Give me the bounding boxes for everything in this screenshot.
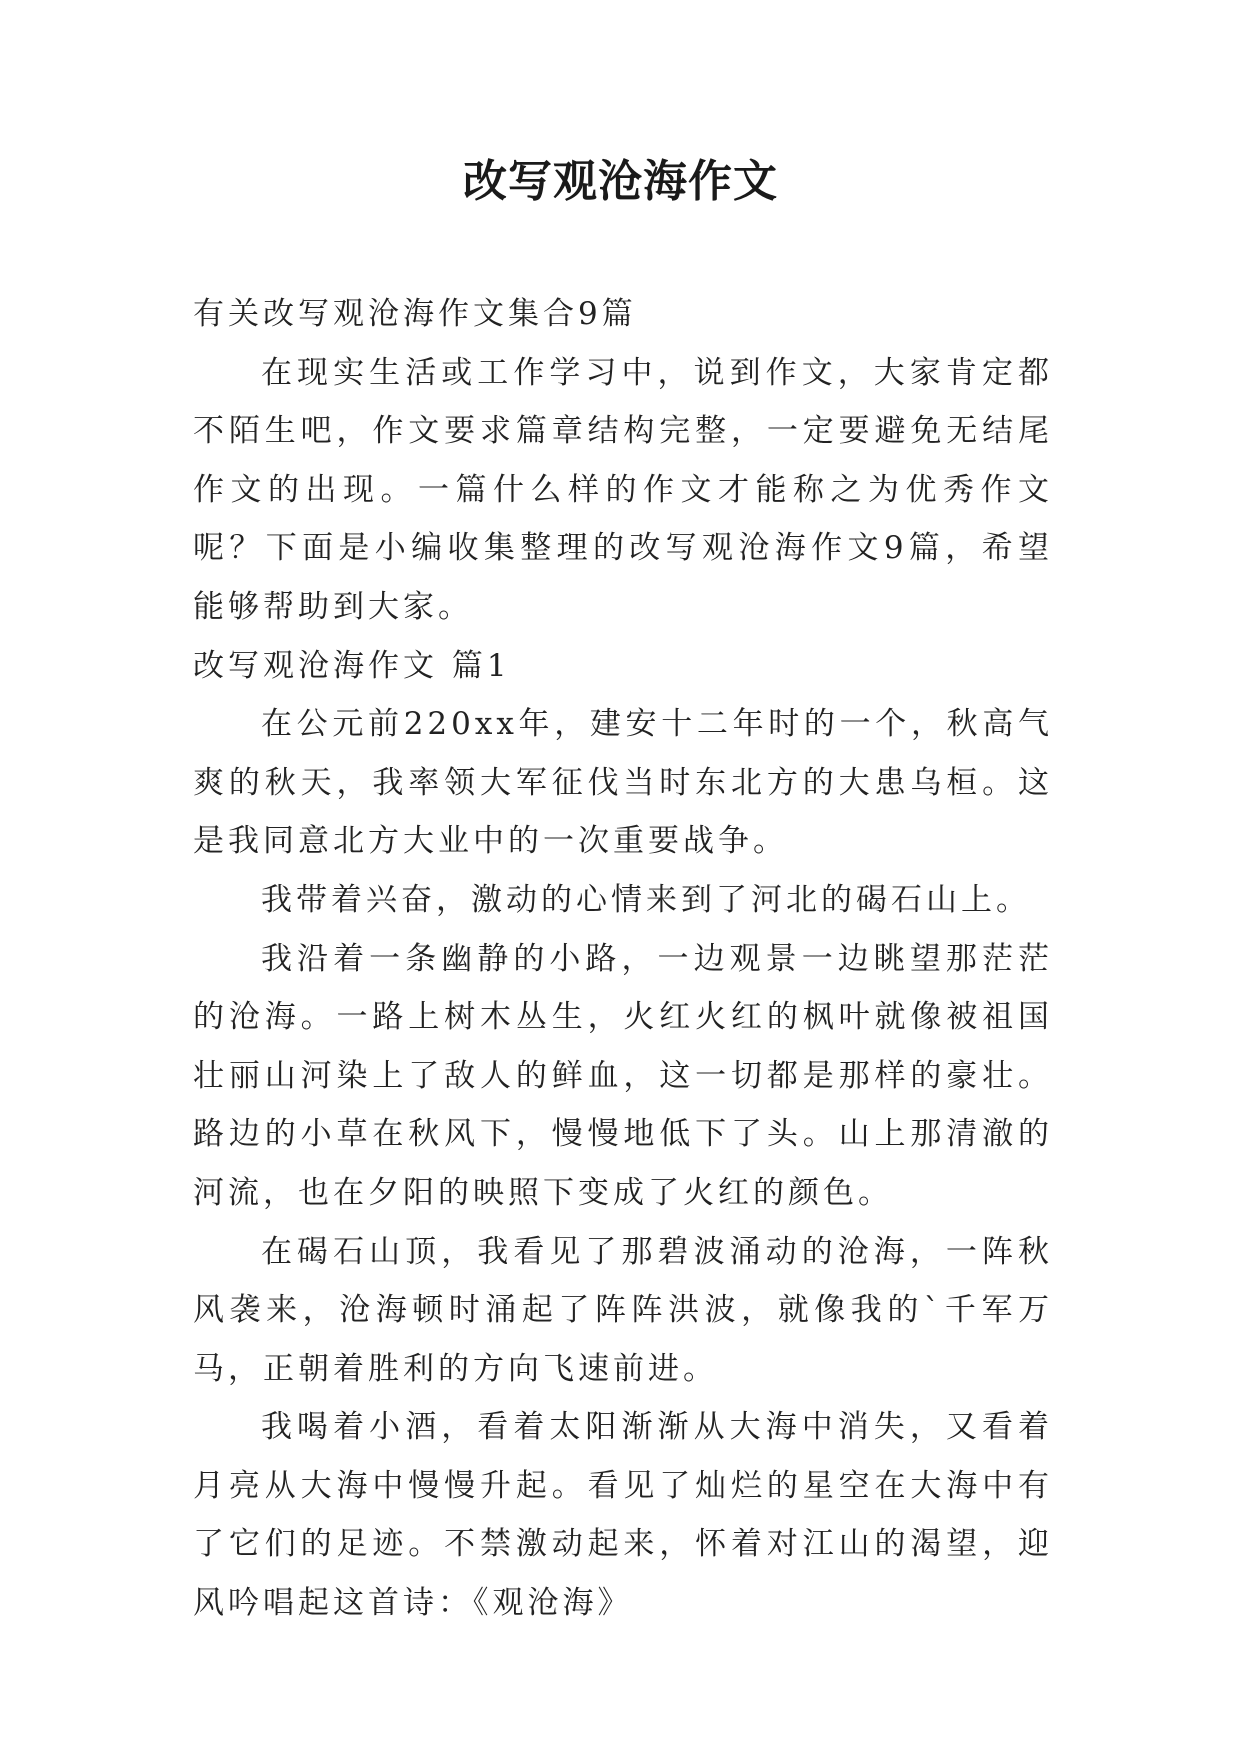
paragraph: 我带着兴奋，激动的心情来到了河北的碣石山上。 (261, 881, 1031, 918)
document-title: 改写观沧海作文 (463, 156, 778, 207)
paragraph-intro: 在现实生活或工作学习中，说到作文，大家肯定都不陌生吧，作文要求篇章结构完整，一定要避免无结尾作文的出现。一篇什么样的作文才能称之为优秀作文呢？下面是小编收集整理的改写观沧海作文9篇，希望能够帮助到大家。 (193, 354, 1053, 625)
paragraph-subtitle: 有关改写观沧海作文集合9篇 (193, 296, 637, 332)
paragraph: 在公元前220xx年，建安十二年时的一个，秋高气爽的秋天，我率领大军征伐当时东北方的大患乌桓。这是我同意北方大业中的一次重要战争。 (193, 706, 1053, 860)
paragraph: 在碣石山顶，我看见了那碧波涌动的沧海，一阵秋风袭来，沧海顿时涌起了阵阵洪波，就像我的`千军万马，正朝着胜利的方向飞速前进。 (193, 1233, 1053, 1387)
document-body (193, 285, 1053, 1633)
section-heading: 改写观沧海作文 篇1 (193, 647, 511, 684)
paragraph: 我喝着小酒，看着太阳渐渐从大海中消失，又看着月亮从大海中慢慢升起。看见了灿烂的星空在大海中有了它们的足迹。不禁激动起来，怀着对江山的渴望，迎风吟唱起这首诗：《观沧海》 (193, 1409, 1053, 1622)
paragraph: 我沿着一条幽静的小路，一边观景一边眺望那茫茫的沧海。一路上树木丛生，火红火红的枫叶就像被祖国壮丽山河染上了敌人的鲜血，这一切都是那样的豪壮。路边的小草在秋风下，慢慢地低下了头。山上那清澈的河流，也在夕阳的映照下变成了火红的颜色。 (193, 940, 1053, 1211)
